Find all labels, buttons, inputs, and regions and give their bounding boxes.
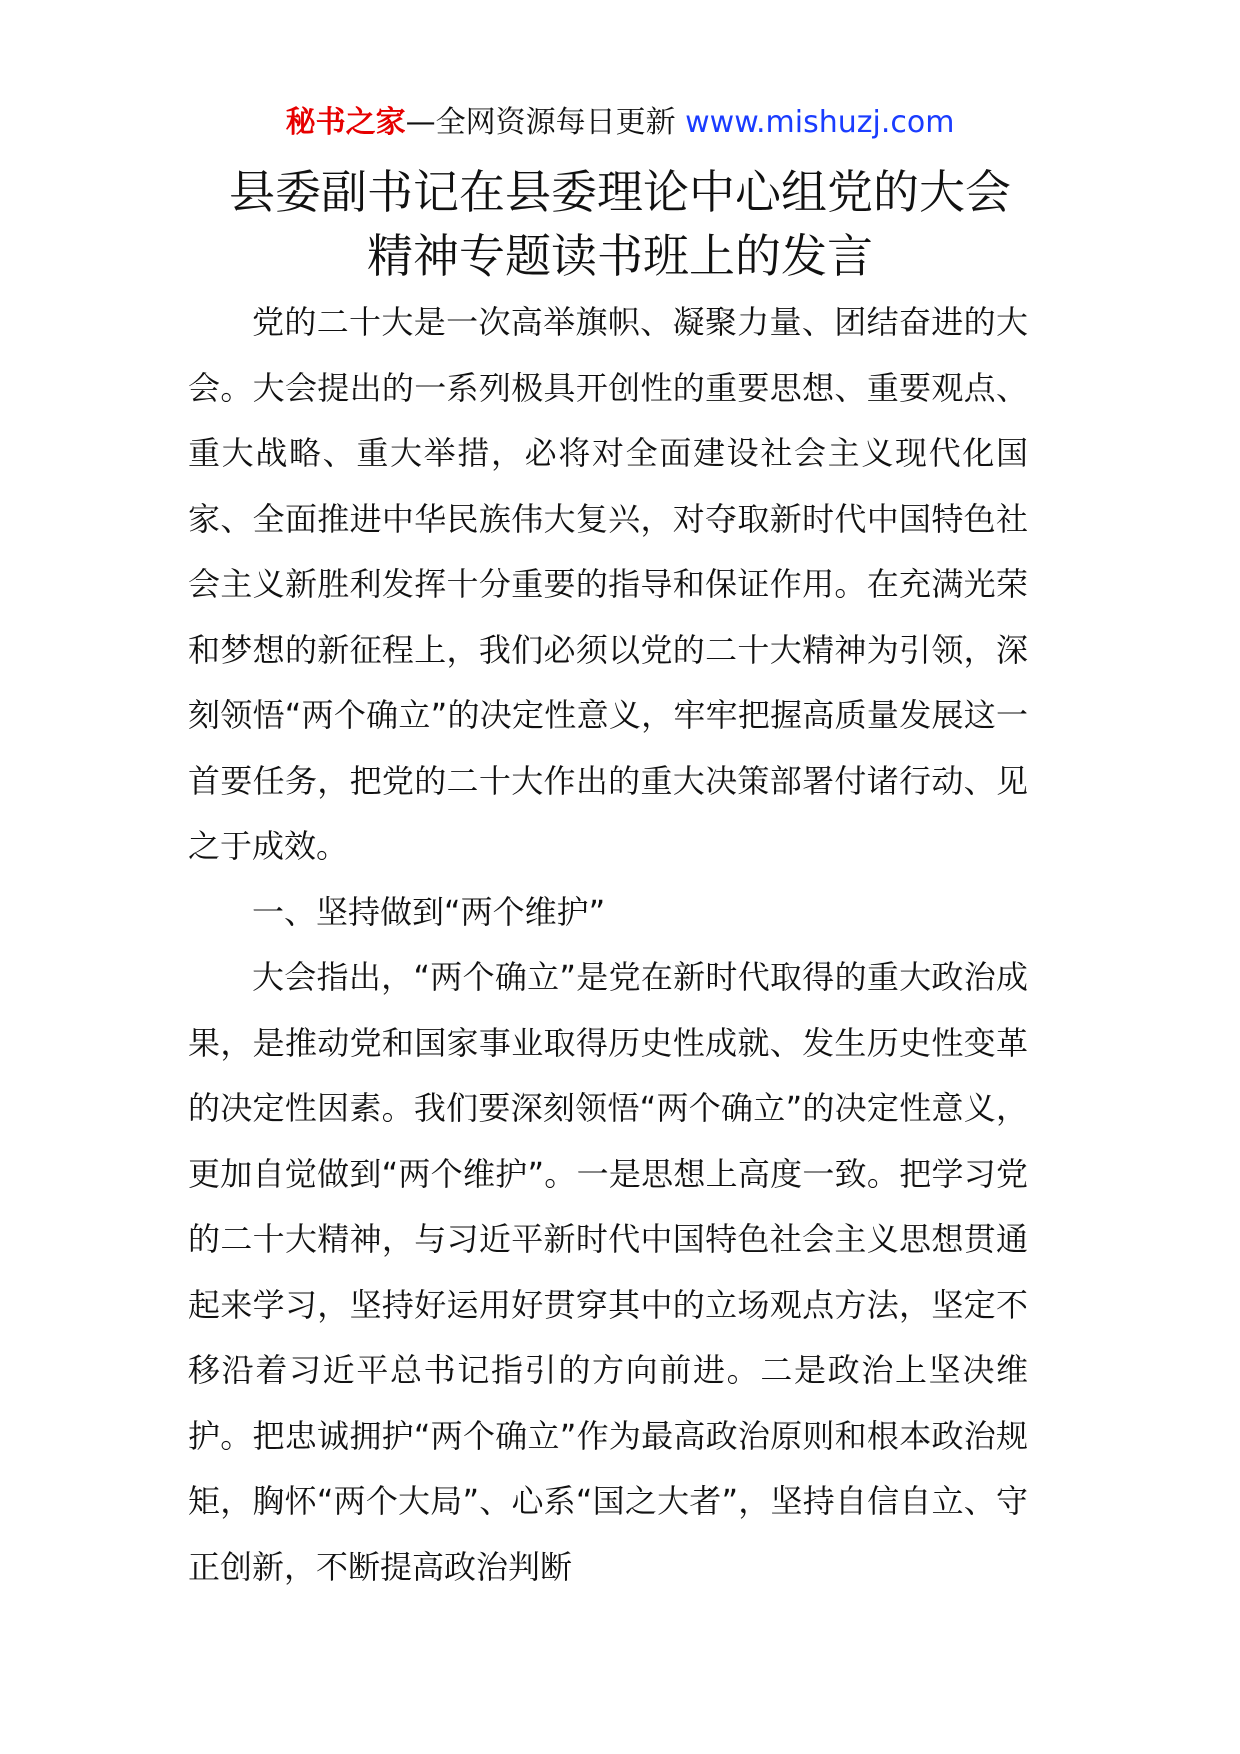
site-header: [0, 100, 1240, 146]
document-body: [188, 290, 1028, 1600]
site-url-link[interactable]: www.mishuzj.com: [685, 105, 955, 140]
title-line-1: 县委副书记在县委理论中心组党的大会: [229, 165, 1011, 219]
paragraph-intro: 党的二十大是一次高举旗帜、凝聚力量、团结奋进的大会。大会提出的一系列极具开创性的重要思想、重要观点、重大战略、重大举措，必将对全面建设社会主义现代化国家、全面推进中华民族伟大复兴，对夺取新时代中国特色社会主义新胜利发挥十分重要的指导和保证作用。在充满光荣和梦想的新征程上，我们必须以党的二十大精神为引领，深刻领悟“两个确立”的决定性意义，牢牢把握高质量发展这一首要任务，把党的二十大作出的重大决策部署付诸行动、见之于成效。: [188, 303, 1028, 865]
document-title: [140, 160, 1100, 288]
paragraph-section-1: 大会指出，“两个确立”是党在新时代取得的重大政治成果，是推动党和国家事业取得历史性成就、发生历史性变革的决定性因素。我们要深刻领悟“两个确立”的决定性意义，更加自觉做到“两个维护”。一是思想上高度一致。把学习党的二十大精神，与习近平新时代中国特色社会主义思想贯通起来学习，坚持好运用好贯穿其中的立场观点方法，坚定不移沿着习近平总书记指引的方向前进。二是政治上坚决维护。把忠诚拥护“两个确立”作为最高政治原则和根本政治规矩，胸怀“两个大局”、心系“国之大者”，坚持自信自立、守正创新，不断提高政治判断: [188, 958, 1028, 1586]
brand-name: 秘书之家: [285, 105, 406, 140]
site-slogan: —全网资源每日更新: [405, 105, 676, 140]
title-line-2: 精神专题读书班上的发言: [367, 229, 873, 283]
section-heading-1: 一、坚持做到“两个维护”: [252, 892, 606, 931]
